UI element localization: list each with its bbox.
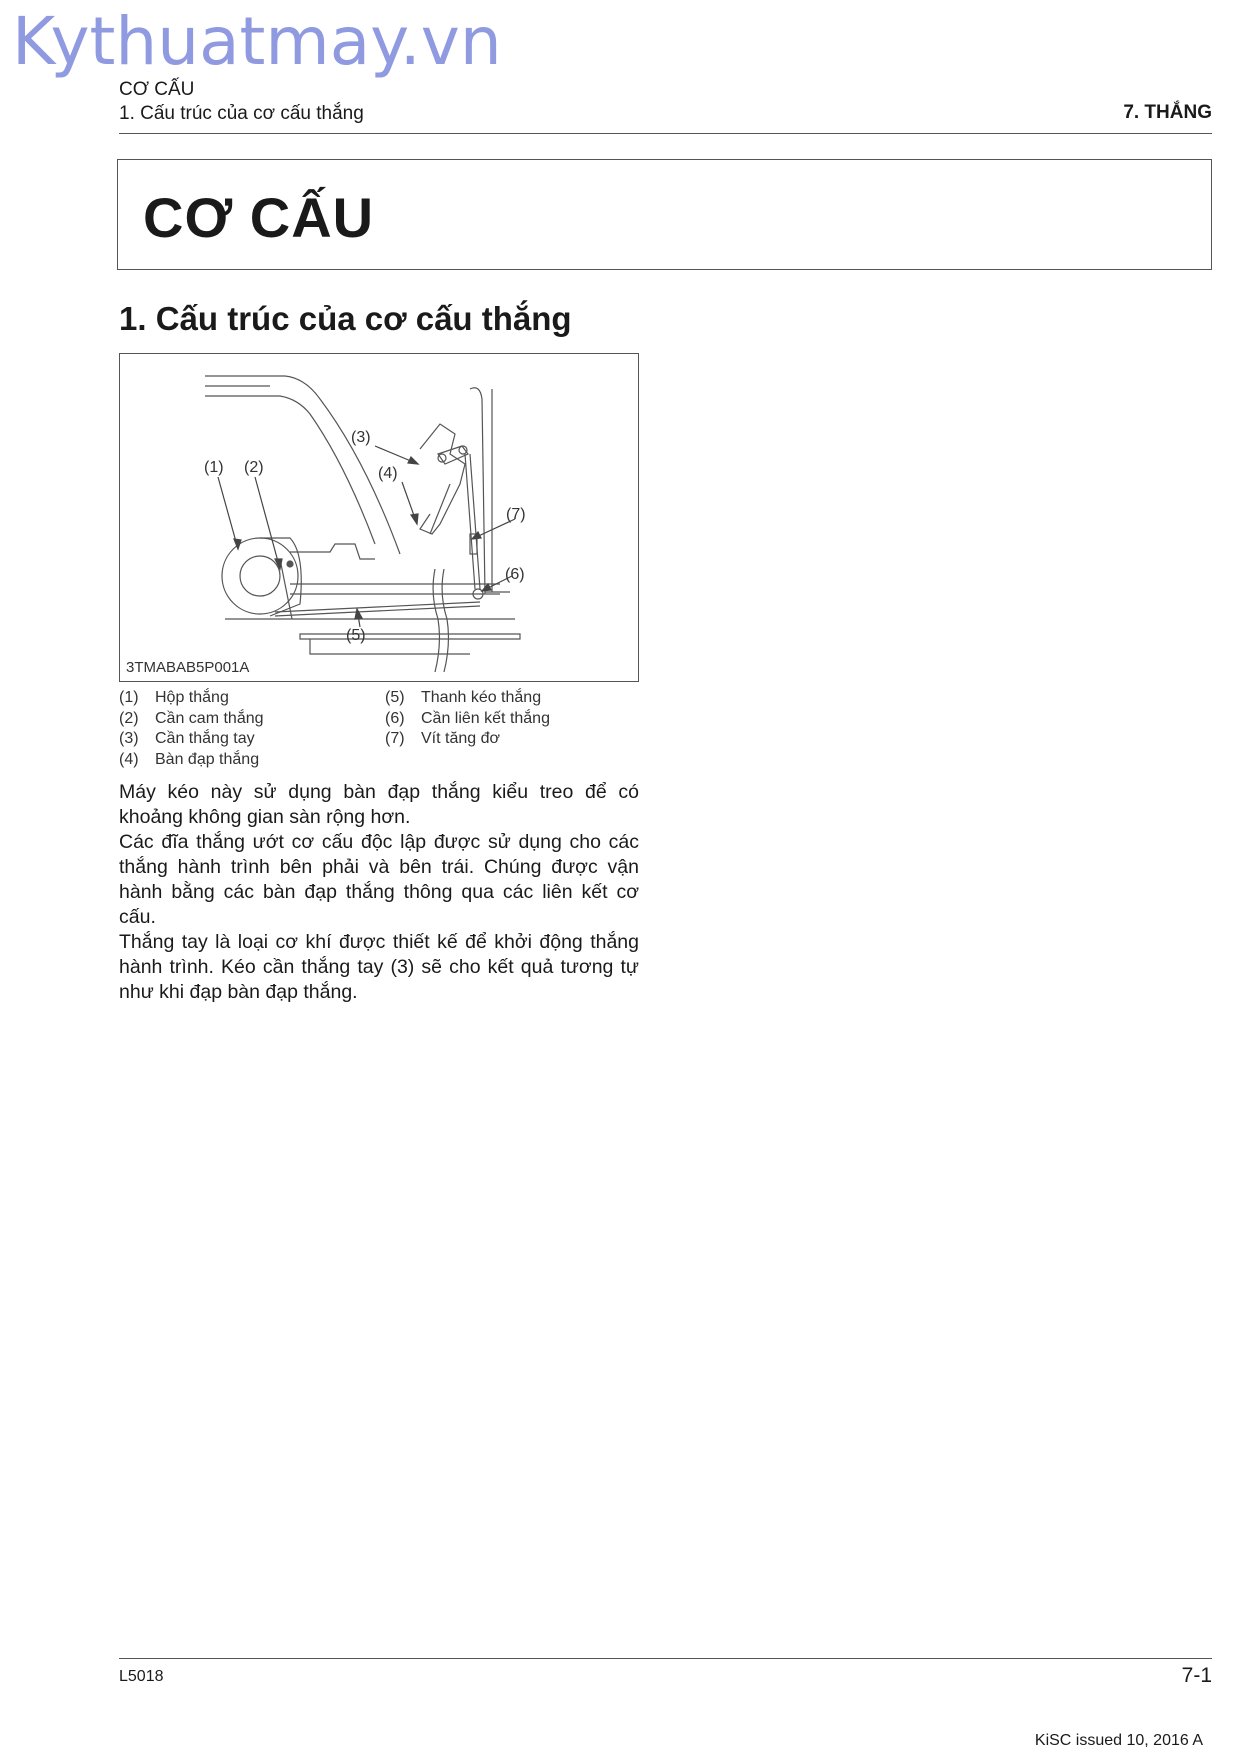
callout-1: (1) [204, 459, 224, 476]
running-header [119, 78, 364, 126]
brake-diagram-drawing [120, 354, 639, 682]
legend-item: (5) Thanh kéo thắng [385, 689, 542, 706]
legend-item: (6) Cần liên kết thắng [385, 709, 550, 727]
section-title: 1. Cấu trúc của cơ cấu thắng [119, 300, 572, 337]
callout-4: (4) [378, 465, 398, 482]
header-divider [119, 133, 1212, 134]
paragraph: Thắng tay là loại cơ khí được thiết kế để khởi động thắng hành trình. Kéo cần thắng tay (3) sẽ cho kết quả tương tự như khi đạp bàn đạp thắng. [119, 931, 639, 1003]
callout-5: (5) [346, 627, 366, 644]
legend-item: (2) Cần cam thắng [119, 709, 264, 727]
footer-divider [119, 1658, 1212, 1659]
paragraph: Máy kéo này sử dụng bàn đạp thắng kiểu treo để có khoảng không gian sàn rộng hơn. [119, 781, 639, 828]
legend-item: (7) Vít tăng đơ [385, 730, 500, 747]
watermark-logo: Kythuatmay.vn [12, 3, 502, 80]
callout-2: (2) [244, 459, 264, 476]
footer-page-number: 7-1 [1181, 1664, 1212, 1687]
chapter-title: CƠ CẤU [143, 186, 375, 249]
header-section: 1. Cấu trúc của cơ cấu thắng [119, 103, 364, 124]
legend-column-2 [385, 688, 550, 750]
footer-model: L5018 [119, 1668, 164, 1685]
legend-item: (3) Cần thắng tay [119, 730, 255, 747]
header-chapter: CƠ CẤU [119, 79, 195, 100]
callout-6: (6) [505, 566, 525, 583]
callout-7: (7) [506, 506, 526, 523]
legend-item: (1) Hộp thắng [119, 689, 229, 706]
body-text [119, 780, 639, 1005]
brake-linkage-figure [119, 353, 639, 682]
footer-issued: KiSC issued 10, 2016 A [1034, 1732, 1203, 1749]
chapter-title-box [117, 159, 1212, 270]
paragraph: Các đĩa thắng ướt cơ cấu độc lập được sử dụng cho các thắng hành trình bên phải và bên trái. Chúng được vận hành bằng các bàn đạp thắng thông qua các liên kết cơ cấu. [119, 831, 639, 928]
figure-code: 3TMABAB5P001A [126, 659, 250, 676]
callout-3: (3) [351, 429, 371, 446]
header-chapter-number: 7. THẮNG [1123, 102, 1212, 123]
legend-item: (4) Bàn đạp thắng [119, 750, 260, 768]
legend-column-1 [119, 688, 264, 770]
